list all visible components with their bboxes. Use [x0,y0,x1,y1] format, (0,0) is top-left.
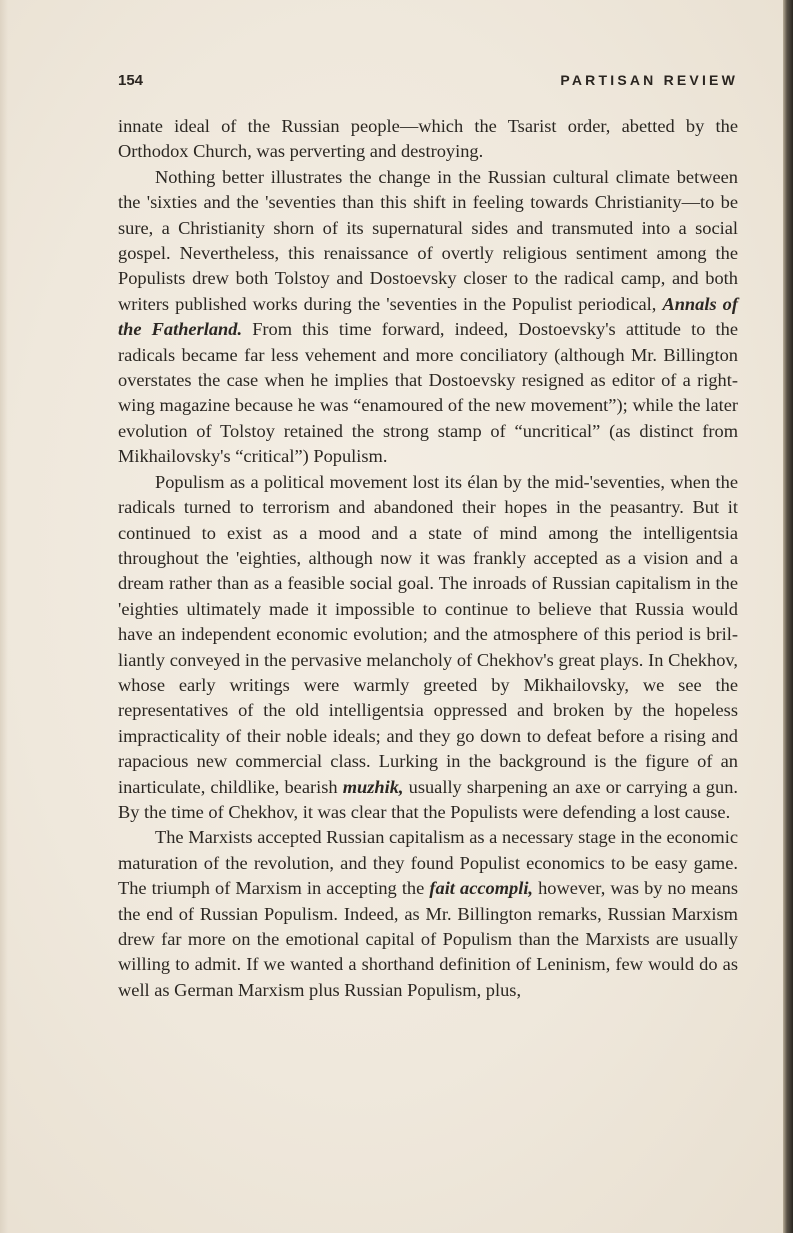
running-header [118,70,738,94]
italic-text: Annals of the Fatherland. [118,293,738,340]
paragraph [118,114,738,165]
paragraph [118,165,738,470]
text-run: innate ideal of the Russian people—which the Tsarist order, abetted by the Orthodox Church, was perverting and destroying. [118,116,738,162]
italic-text: muzhik, [342,776,404,797]
page-number: 154 [118,72,144,89]
text-run: usually sharpening an axe or carrying a gun. By the time of Chekhov, it was clear that the Populists were defending a lost cause. [118,776,738,822]
text-run: Nothing better illustrates the change in the Russian cultural climate between the 'sixties and the 'seventies than this shift in feeling towards Christianity—to be sure, a Christianity shorn of its supernatural sides and transmuted into a social gospel. Nevertheless, this renaissance of overtly religious sentiment among the Populists drew both Tolstoy and Dostoevsky closer to the radical camp, and both writers published works during the 'seventies in the Populist periodical, [118,166,738,314]
text-run: Populism as a political movement lost its élan by the mid-'seventies, when the radicals turned to terrorism and abandoned their hopes in the peasantry. But it continued to exist as a mood and a state of mind among the intelligentsia throughout the 'eighties, although now it was frankly accepted as a vision and a dream rather than as a feasible social goal. The inroads of Russian capitalism in the 'eighties ultimately made it impossible to continue to believe that Russia would have an independent economic evolution; and the atmosphere of this period is brilliantly conveyed in the pervasive melancholy of Chekhov's great plays. In Chekhov, whose early writings were warmly greeted by Mikhailovsky, we see the representatives of the old intelligentsia oppressed and broken by the hopeless impracticality of their noble ideals; and they go down to defeat before a rising and rapacious new commercial class. Lurking in the background is the figure of an inarticulate, childlike, bearish [118,471,738,797]
book-spine-shadow [783,0,793,1233]
text-run: From this time forward, indeed, Dostoevsky's attitude to the radicals became far less vehement and more conciliatory (although Mr. Billington overstates the case when he implies that Dostoevsky resigned as editor of a right-wing magazine because he was “enamoured of the new movement”); while the later evolution of Tolstoy retained the strong stamp of “uncritical” (as distinct from Mikhailovsky's “critical”) Populism. [118,319,738,467]
running-title: PARTISAN REVIEW [560,72,738,88]
paragraph [118,825,738,1003]
page-left-edge-shadow [0,0,8,1233]
body-text [118,114,738,1003]
paragraph [118,470,738,826]
text-run: however, was by no means the end of Russian Populism. Indeed, as Mr. Billington remarks, Russian Marxism drew far more on the emotional capital of Populism than the Marxists are usually willing to admit. If we wanted a shorthand definition of Leninism, few would do as well as German Marxism plus Russian Populism, plus, [118,878,738,1000]
italic-text: fait accompli, [429,878,534,899]
text-run: The Marxists accepted Russian capitalism as a necessary stage in the economic maturation of the revolution, and they found Populist economics to be easy game. The triumph of Marxism in accepting the [118,827,738,899]
